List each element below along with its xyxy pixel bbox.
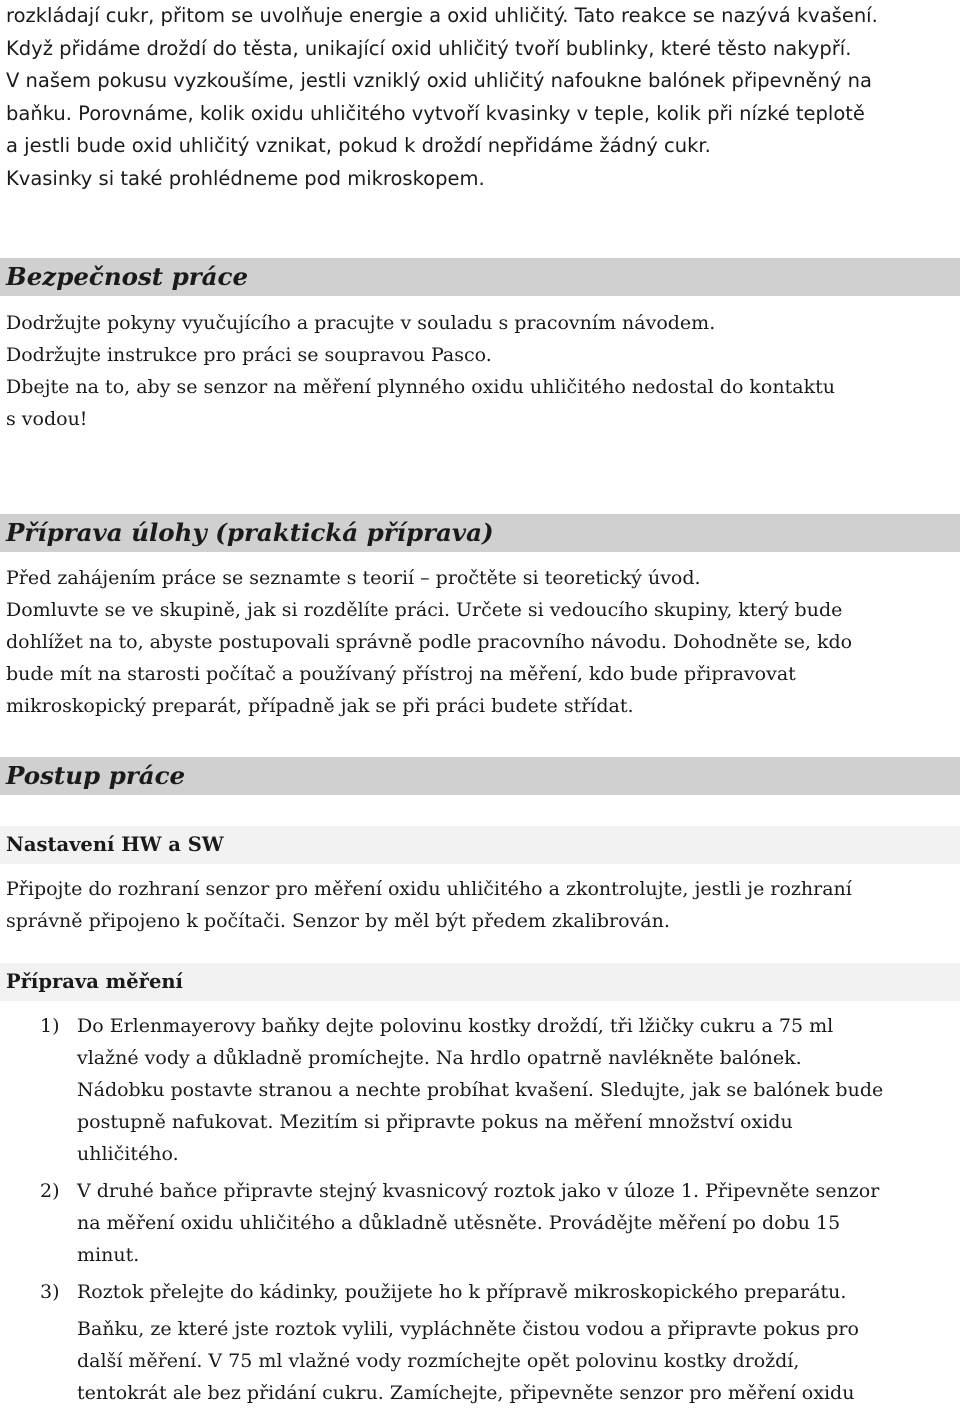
section-title: Postup práce: [6, 761, 186, 790]
safety-line: Dodržujte pokyny vyučujícího a pracujte v souladu s pracovním návodem.: [6, 312, 716, 334]
step-line: tentokrát ale bez přidání cukru. Zamíchejte, připevněte senzor pro měření oxidu: [77, 1382, 855, 1404]
section-title: Bezpečnost práce: [6, 262, 249, 291]
step-line: V druhé baňce připravte stejný kvasnicový roztok jako v úloze 1. Připevněte senzor: [77, 1180, 880, 1202]
step-line: Baňku, ze které jste roztok vylili, vypláchněte čistou vodou a připravte pokus pro: [77, 1318, 859, 1340]
safety-line: s vodou!: [6, 408, 88, 430]
subsection-title: Příprava měření: [6, 970, 183, 993]
step-line: Do Erlenmayerovy baňky dejte polovinu kostky droždí, tři lžičky cukru a 75 ml: [77, 1015, 834, 1037]
step-item: [0, 1175, 957, 1271]
step-line: minut.: [77, 1244, 140, 1266]
intro-line: V našem pokusu vyzkoušíme, jestli vzniklý oxid uhličitý nafoukne balónek připevněný na: [6, 69, 872, 93]
step-item: [0, 1276, 957, 1409]
intro-line: rozkládají cukr, přitom se uvolňuje energie a oxid uhličitý. Tato reakce se nazývá kvašení.: [6, 4, 878, 27]
intro-line: a jestli bude oxid uhličitý vznikat, pokud k droždí nepřidáme žádný cukr.: [6, 134, 711, 158]
step-paragraph: [77, 1010, 957, 1170]
step-line: na měření oxidu uhličitého a důkladně utěsněte. Provádějte měření po dobu 15: [77, 1212, 841, 1234]
safety-line: Dbejte na to, aby se senzor na měření plynného oxidu uhličitého nedostal do kontaktu: [6, 376, 835, 398]
step-item: [0, 1010, 957, 1170]
section-header-priprava-ulohy: [0, 514, 960, 552]
preparation-line: mikroskopický preparát, případně jak se při práci budete střídat.: [6, 695, 634, 717]
step-number: 2): [40, 1180, 60, 1202]
intro-paragraph: [6, 0, 956, 196]
step-number: 1): [40, 1015, 60, 1037]
subsection-header-priprava-mereni: [0, 963, 960, 1001]
safety-line: Dodržujte instrukce pro práci se soupravou Pasco.: [6, 344, 492, 366]
step-paragraph: [77, 1276, 957, 1308]
step-number: 3): [40, 1281, 60, 1303]
step-line: Nádobku postavte stranou a nechte probíhat kvašení. Sledujte, jak se balónek bude: [77, 1079, 884, 1101]
measurement-steps-list: [0, 1010, 960, 1409]
setup-line: Připojte do rozhraní senzor pro měření oxidu uhličitého a zkontrolujte, jestli je rozhraní: [6, 878, 852, 900]
section-title: Příprava úlohy (praktická příprava): [6, 518, 494, 547]
preparation-line: Před zahájením práce se seznamte s teorií – pročtěte si teoretický úvod.: [6, 567, 701, 589]
step-line: vlažné vody a důkladně promíchejte. Na hrdlo opatrně navlékněte balónek.: [77, 1047, 802, 1069]
intro-line: baňku. Porovnáme, kolik oxidu uhličitého vytvoří kvasinky v teple, kolik při nízké teplotě: [6, 101, 865, 125]
step-line: postupně nafukovat. Mezitím si připravte pokus na měření množství oxidu: [77, 1111, 793, 1133]
preparation-line: bude mít na starosti počítač a používaný přístroj na měření, kdo bude připravovat: [6, 663, 796, 685]
step-paragraph: [77, 1175, 957, 1271]
preparation-instructions: [6, 562, 946, 722]
preparation-line: dohlížet na to, abyste postupovali správně podle pracovního návodu. Dohodněte se, kdo: [6, 631, 853, 653]
safety-instructions: [6, 307, 946, 435]
preparation-line: Domluvte se ve skupině, jak si rozdělíte práci. Určete si vedoucího skupiny, který bude: [6, 599, 843, 621]
step-line: další měření. V 75 ml vlažné vody rozmíchejte opět polovinu kostky droždí,: [77, 1350, 800, 1372]
intro-line: Kvasinky si také prohlédneme pod mikroskopem.: [6, 166, 485, 190]
intro-line: Když přidáme droždí do těsta, unikající oxid uhličitý tvoří bublinky, které těsto nakypří.: [6, 36, 852, 60]
subsection-header-nastaveni: [0, 826, 960, 864]
section-header-postup: [0, 757, 960, 795]
step-line: uhličitého.: [77, 1143, 179, 1165]
subsection-title: Nastavení HW a SW: [6, 833, 224, 856]
step-paragraph: [77, 1313, 957, 1409]
step-line: Roztok přelejte do kádinky, použijete ho k přípravě mikroskopického preparátu.: [77, 1281, 847, 1303]
setup-line: správně připojeno k počítači. Senzor by měl být předem zkalibrován.: [6, 910, 670, 932]
section-header-bezpecnost: [0, 258, 960, 296]
hw-sw-setup-text: [6, 873, 946, 937]
